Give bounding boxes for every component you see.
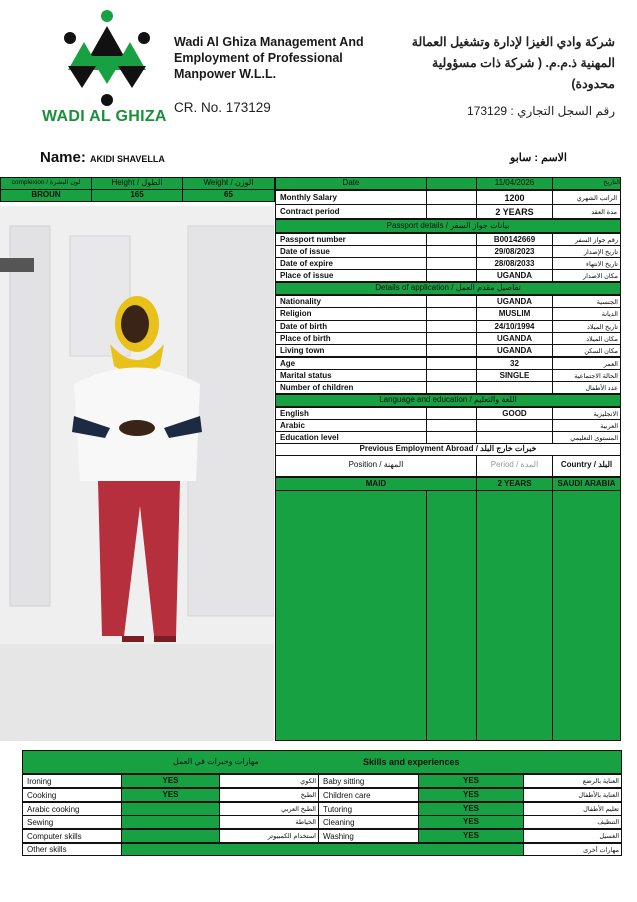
skill-label: Cleaning	[318, 815, 419, 829]
skill-value: YES	[418, 815, 524, 829]
other-skills-label: Other skills	[22, 843, 122, 856]
skill-label-ar: العناية بالرضع	[523, 774, 622, 788]
row-label: Religion	[275, 307, 427, 320]
skill-label: Arabic cooking	[22, 802, 122, 816]
row-label: Passport number	[275, 233, 427, 246]
skill-label-ar: الغسيل	[523, 829, 622, 843]
row-label-ar: الجنسية	[552, 295, 621, 308]
salary-value: 1200	[476, 190, 553, 205]
row-label-ar: مكان السكن	[552, 344, 621, 357]
row-spacer	[426, 381, 477, 394]
row-value: SINGLE	[476, 369, 553, 382]
row-label: Age	[275, 357, 427, 370]
application-title: Details of application / تفاصيل مقدم العمل	[275, 282, 621, 295]
row-label-ar: تاريخ الميلاد	[552, 320, 621, 333]
skill-label-ar: الطبخ العربي	[219, 802, 319, 816]
row-value	[476, 381, 553, 394]
row-label-ar: الحالة الاجتماعية	[552, 369, 621, 382]
row-label-ar: العربية	[552, 419, 621, 432]
row-value: 24/10/1994	[476, 320, 553, 333]
row-label-ar: الديانة	[552, 307, 621, 320]
skill-label-ar: التنظيف	[523, 815, 622, 829]
skill-value	[121, 829, 220, 843]
skill-label-ar: تعليم الأطفال	[523, 802, 622, 816]
cr-number-en: CR. No. 173129	[174, 100, 271, 115]
row-spacer	[426, 369, 477, 382]
period-header: Period / المدة	[476, 455, 553, 477]
row-value: GOOD	[476, 407, 553, 420]
name-value: AKIDI SHAVELLA	[90, 154, 165, 164]
row-value: UGANDA	[476, 295, 553, 308]
skill-label-ar: استخدام الكمبيوتر	[219, 829, 319, 843]
row-value: UGANDA	[476, 269, 553, 282]
grid-line	[476, 490, 477, 741]
row-value: 28/08/2033	[476, 257, 553, 270]
name-field	[40, 149, 165, 166]
row-value: UGANDA	[476, 344, 553, 357]
salary-label: Monthly Salary	[275, 190, 427, 205]
weight-header: Weight / الوزن	[182, 177, 275, 190]
skills-header	[22, 750, 622, 774]
language-title: Language and education / اللغة والتعليم	[275, 394, 621, 407]
row-spacer	[426, 332, 477, 345]
row-label: Education level	[275, 431, 427, 444]
grid-line	[552, 490, 553, 741]
contract-label-ar: مدة العقد	[552, 204, 621, 219]
row-label-ar: مكان الميلاد	[552, 332, 621, 345]
row-label-ar: الانجليزية	[552, 407, 621, 420]
row-label-ar: تاريخ الإصدار	[552, 245, 621, 258]
grid-line	[426, 490, 427, 741]
skill-value: YES	[418, 788, 524, 802]
height-header: Height / الطول	[91, 177, 183, 190]
date-label-ar: التاريخ	[552, 177, 621, 190]
applicant-photo	[0, 206, 274, 644]
row-label: Date of birth	[275, 320, 427, 333]
country-header: Country / البلد	[552, 455, 621, 477]
other-skills-value	[121, 843, 524, 856]
skill-label: Ironing	[22, 774, 122, 788]
row-spacer	[426, 357, 477, 370]
name-value-ar: سابو	[510, 152, 532, 164]
row-value: 32	[476, 357, 553, 370]
skill-label: Tutoring	[318, 802, 419, 816]
other-skills-label-ar: مهارات أخرى	[523, 843, 622, 856]
skill-label-ar: العناية بالأطفال	[523, 788, 622, 802]
row-label: Date of issue	[275, 245, 427, 258]
row-label: Nationality	[275, 295, 427, 308]
salary-spacer	[426, 190, 477, 205]
name-label: Name:	[40, 149, 86, 166]
skill-value: YES	[418, 829, 524, 843]
contract-value: 2 YEARS	[476, 204, 553, 219]
row-label: Number of children	[275, 381, 427, 394]
skill-value	[121, 802, 220, 816]
passport-title: Passport details / بيانات جواز السفر	[275, 219, 621, 233]
contract-spacer	[426, 204, 477, 219]
position-header: Position / المهنة	[275, 455, 477, 477]
company-logo	[62, 8, 152, 108]
skill-label-ar: الخياطة	[219, 815, 319, 829]
skills-title-ar: مهارات وخبرات في العمل	[173, 757, 259, 766]
skill-value: YES	[121, 788, 220, 802]
salary-label-ar: الراتب الشهري	[552, 190, 621, 205]
employment-period: 2 YEARS	[476, 477, 553, 491]
row-label: Marital status	[275, 369, 427, 382]
row-spacer	[426, 431, 477, 444]
skill-value: YES	[418, 802, 524, 816]
row-label-ar: المستوى التعليمي	[552, 431, 621, 444]
skills-title-en: Skills and experiences	[363, 757, 460, 767]
row-spacer	[426, 344, 477, 357]
employment-position: MAID	[275, 477, 477, 491]
cr-number-ar: رقم السجل التجاري : 173129	[467, 104, 615, 118]
row-spacer	[426, 269, 477, 282]
row-label: Arabic	[275, 419, 427, 432]
skill-value: YES	[418, 774, 524, 788]
row-spacer	[426, 307, 477, 320]
row-label-ar: تاريخ الانتهاء	[552, 257, 621, 270]
photo-spacer	[0, 644, 274, 741]
skill-label: Washing	[318, 829, 419, 843]
name-label-ar: الاسم :	[534, 152, 567, 164]
row-spacer	[426, 320, 477, 333]
skill-label: Baby sitting	[318, 774, 419, 788]
row-label-ar: العمر	[552, 357, 621, 370]
row-label-ar: رقم جواز السفر	[552, 233, 621, 246]
row-value: MUSLIM	[476, 307, 553, 320]
row-label: Place of birth	[275, 332, 427, 345]
contract-label: Contract period	[275, 204, 427, 219]
row-spacer	[426, 295, 477, 308]
row-label: Place of issue	[275, 269, 427, 282]
skill-label: Sewing	[22, 815, 122, 829]
row-label-ar: عدد الأطفال	[552, 381, 621, 394]
height-value: 165	[91, 189, 183, 202]
skill-value: YES	[121, 774, 220, 788]
name-field-ar	[510, 151, 567, 164]
complexion-value: BROUN	[0, 189, 92, 202]
company-name-ar: شركة وادي الغيزا لإدارة وتشغيل العمالة المهنية ذ.م.م. ( شركة ذات مسؤولية محدودة)	[411, 35, 615, 91]
employment-title: Previous Employment Abroad / خبرات خارج البلد	[275, 443, 621, 456]
skill-label: Computer skills	[22, 829, 122, 843]
skill-label-ar: الكوي	[219, 774, 319, 788]
row-label-ar: مكان الاصدار	[552, 269, 621, 282]
date-value: 11/04/2026	[476, 177, 553, 190]
date-label: Date	[275, 177, 427, 190]
brand-name: WADI AL GHIZA	[42, 108, 167, 125]
row-label: Living town	[275, 344, 427, 357]
company-name-en: Wadi Al Ghiza Management And Employment of Professional Manpower W.L.L.	[174, 35, 364, 81]
weight-value: 65	[182, 189, 275, 202]
row-value: B00142669	[476, 233, 553, 246]
row-label: Date of expire	[275, 257, 427, 270]
skill-value	[121, 815, 220, 829]
row-label: English	[275, 407, 427, 420]
skill-label: Children care	[318, 788, 419, 802]
skill-label-ar: الطبخ	[219, 788, 319, 802]
row-value: 29/08/2023	[476, 245, 553, 258]
employment-country: SAUDI ARABIA	[552, 477, 621, 491]
skill-label: Cooking	[22, 788, 122, 802]
row-value: UGANDA	[476, 332, 553, 345]
row-value	[476, 431, 553, 444]
complexion-header: complexion / لون البشرة	[0, 177, 92, 190]
date-spacer	[426, 177, 477, 190]
